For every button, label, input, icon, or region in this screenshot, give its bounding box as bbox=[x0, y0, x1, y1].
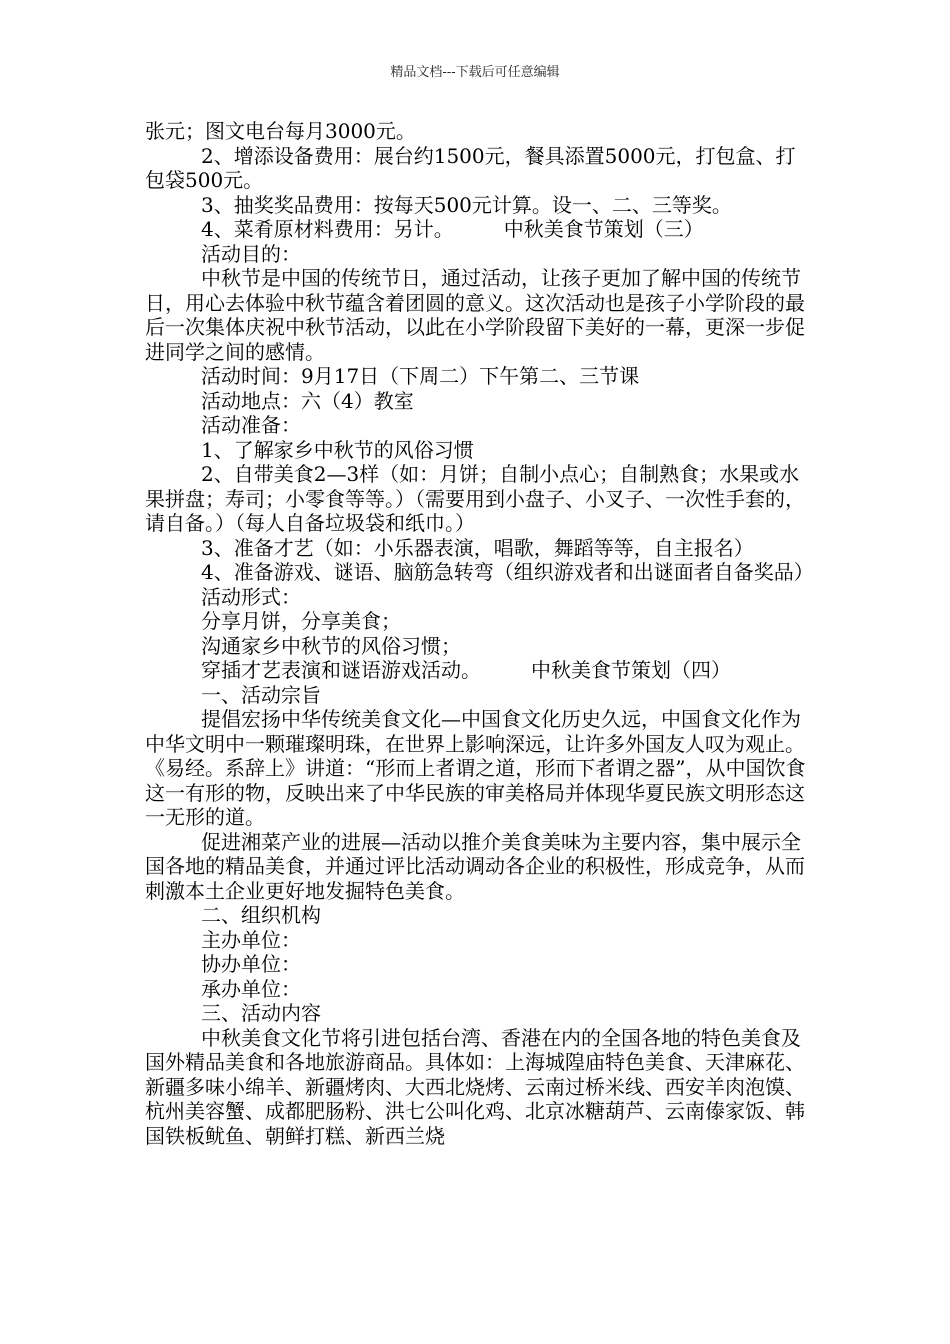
paragraph: 张元；图文电台每月3000元。 bbox=[145, 119, 416, 143]
paragraph: 促进湘菜产业的进展—活动以推介美食美味为主要内容，集中展示全国各地的精品美食，并通过评比活动调动各企业的积极性，形成竞争，从而刺激本土企业更好地发掘特色美食。 bbox=[145, 829, 805, 903]
paragraph: 沟通家乡中秋节的风俗习惯； bbox=[201, 633, 461, 658]
paragraph: 承办单位： bbox=[201, 976, 301, 1001]
paragraph: 协办单位： bbox=[201, 952, 301, 976]
paragraph: 穿插才艺表演和谜语游戏活动。 中秋美食节策划（四） bbox=[201, 658, 731, 682]
page-header: 精品文档---下载后可任意编辑 bbox=[390, 65, 560, 80]
paragraph: 三、活动内容 bbox=[201, 1001, 321, 1025]
paragraph: 一、活动宗旨 bbox=[201, 682, 321, 707]
paragraph: 中秋美食文化节将引进包括台湾、香港在内的全国各地的特色美食及国外精品美食和各地旅游商品。具体如：上海城隍庙特色美食、天津麻花、新疆多味小绵羊、新疆烤肉、大西北烧烤、云南过桥米线、西安羊肉泡馍、杭州美容蟹、成都肥肠粉、洪七公叫化鸡、北京冰糖葫芦、云南傣家饭、韩国铁板鱿鱼、朝鲜打糕、新西兰烧 bbox=[145, 1025, 805, 1148]
document-body bbox=[145, 119, 815, 1148]
paragraph: 活动准备： bbox=[201, 413, 301, 437]
paragraph: 1、了解家乡中秋节的风俗习惯 bbox=[201, 437, 474, 462]
paragraph: 3、抽奖奖品费用：按每天500元计算。设一、二、三等奖。 bbox=[201, 192, 732, 217]
paragraph: 分享月饼，分享美食； bbox=[201, 609, 401, 633]
paragraph: 中秋节是中国的传统节日，通过活动，让孩子更加了解中国的传统节日，用心去体验中秋节蕴含着团圆的意义。这次活动也是孩子小学阶段的最后一次集体庆祝中秋节活动，以此在小学阶段留下美好的一幕，更深一步促进同学之间的感情。 bbox=[145, 266, 805, 364]
paragraph: 活动时间：9月17日（下周二）下午第二、三节课 bbox=[201, 364, 640, 388]
paragraph: 提倡宏扬中华传统美食文化—中国食文化历史久远，中国食文化作为中华文明中一颗璀璨明珠，在世界上影响深远，让许多外国友人叹为观止。《易经。系辞上》讲道：“形而上者谓之道，形而下者谓之器”，从中国饮食这一有形的物，反映出来了中华民族的审美格局并体现华夏民族文明形态这一无形的道。 bbox=[145, 707, 806, 829]
paragraph: 活动目的： bbox=[201, 241, 301, 266]
paragraph: 3、准备才艺（如：小乐器表演，唱歌，舞蹈等等，自主报名） bbox=[201, 535, 754, 560]
paragraph: 二、组织机构 bbox=[201, 903, 321, 927]
paragraph: 2、自带美食2—3样（如：月饼；自制小点心；自制熟食；水果或水果拼盘；寿司；小零食等等。）（需要用到小盘子、小叉子、一次性手套的，请自备。）（每人自备垃圾袋和纸巾。） bbox=[145, 462, 805, 535]
paragraph: 2、增添设备费用：展台约1500元，餐具添置5000元，打包盒、打包袋500元。 bbox=[145, 143, 796, 192]
paragraph: 主办单位： bbox=[201, 927, 301, 952]
paragraph: 活动形式： bbox=[201, 584, 301, 609]
paragraph: 4、菜肴原材料费用：另计。 中秋美食节策划（三） bbox=[201, 217, 704, 241]
paragraph: 4、准备游戏、谜语、脑筋急转弯（组织游戏者和出谜面者自备奖品） bbox=[201, 560, 814, 584]
paragraph: 活动地点：六（4）教室 bbox=[201, 388, 414, 413]
